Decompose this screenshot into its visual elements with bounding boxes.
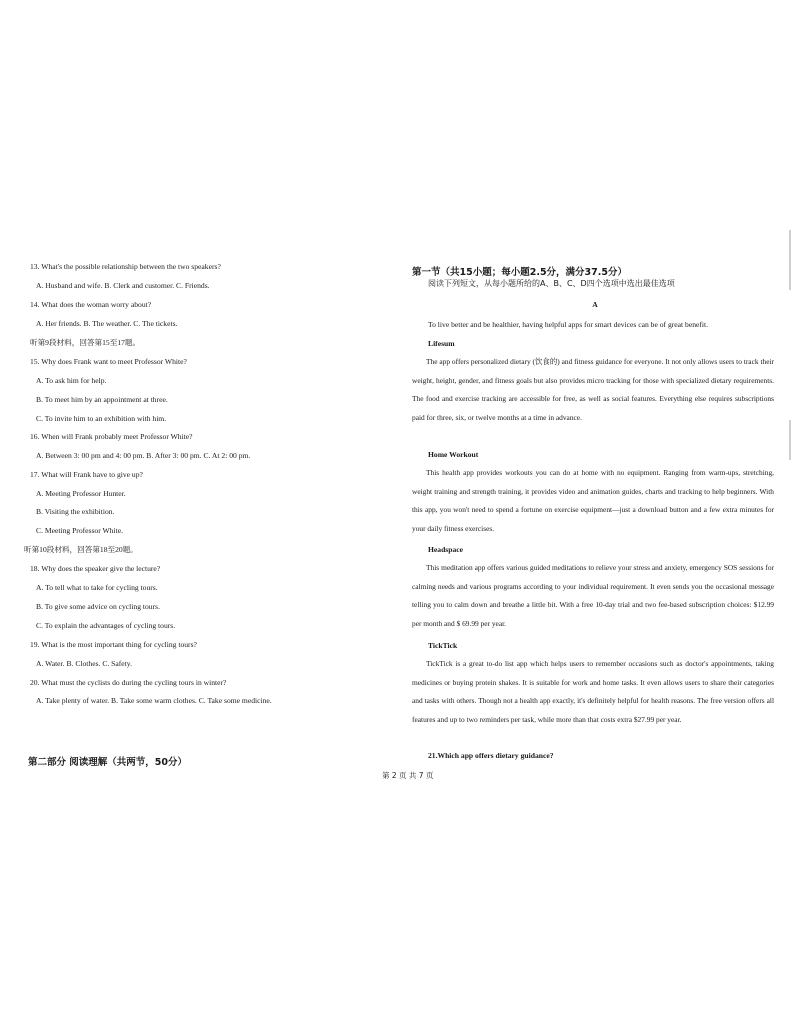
app-name-lifesum: Lifesum (428, 339, 455, 348)
question-20-options: A. Take plenty of water. B. Take some warm clothes. C. Take some medicine. (36, 696, 272, 705)
material-10-instruction: 听第10段材料，回答第18至20题。 (24, 545, 138, 554)
question-15-option-c: C. To invite him to an exhibition with him. (36, 414, 167, 423)
question-17: 17. What will Frank have to give up? (30, 470, 143, 479)
passage-label: A (592, 300, 598, 309)
question-18-option-c: C. To explain the advantages of cycling tours. (36, 621, 176, 630)
question-14: 14. What does the woman worry about? (30, 300, 152, 309)
app-desc-ticktick: TickTick is a great to-do list app which helps users to remember occasions such as doctor's appointments, taking medicines or buying protein shakes. It is suitable for work and home tasks. It even allows users to share their categories and tasks with others. Though not a health app exactly, it's definitely helpful for health reasons. The free version offers all features and up to two reminders per task, while more than that costs extra $27.99 per year. (412, 659, 774, 724)
reading-instruction: 阅读下列短文，从每小题所给的A、B、C、D四个选项中选出最佳选项 (428, 279, 675, 288)
question-20: 20. What must the cyclists do during the cycling tours in winter? (30, 678, 227, 687)
question-18-option-b: B. To give some advice on cycling tours. (36, 602, 160, 611)
question-19-options: A. Water. B. Clothes. C. Safety. (36, 659, 132, 668)
app-name-ticktick: TickTick (428, 641, 458, 650)
app-desc-lifesum: The app offers personalized dietary (饮食的) and fitness guidance for everyone. It not only allows users to track their weight, height, gender, and fitness goals but also provides micro tracking for those with specialized dietary requirements. The food and exercise tracking are accessible for free, as well as social features. Everything else requires subscriptions paid for three, six, or twelve months at a time in advance. (412, 357, 774, 422)
question-14-options: A. Her friends. B. The weather. C. The tickets. (36, 319, 178, 328)
question-18: 18. Why does the speaker give the lecture? (30, 564, 161, 573)
page-footer: 第 2 页 共 7 页 (382, 771, 434, 780)
material-9-instruction: 听第9段材料，回答第15至17题。 (30, 338, 141, 347)
part-two-title: 第二部分 阅读理解（共两节，50分） (28, 757, 188, 768)
question-17-option-c: C. Meeting Professor White. (36, 526, 123, 535)
question-19: 19. What is the most important thing for cycling tours? (30, 640, 197, 649)
question-15: 15. Why does Frank want to meet Professor White? (30, 357, 187, 366)
question-15-option-b: B. To meet him by an appointment at three. (36, 395, 168, 404)
scan-edge-mark (789, 230, 791, 290)
app-desc-headspace: This meditation app offers various guided meditations to relieve your stress and anxiety, emergency SOS sessions for calming needs and various programs according to your individual requirement. It even sends you the occasional message telling you to calm down and breathe a little bit. With a free 10-day trial and two fee-based subscription choices: $12.99 per month and $ 69.99 per year. (412, 563, 774, 628)
question-15-option-a: A. To ask him for help. (36, 376, 107, 385)
question-16-options: A. Between 3: 00 pm and 4: 00 pm. B. After 3: 00 pm. C. At 2: 00 pm. (36, 451, 251, 460)
question-18-option-a: A. To tell what to take for cycling tours. (36, 583, 158, 592)
question-13-options: A. Husband and wife. B. Clerk and customer. C. Friends. (36, 281, 210, 290)
question-17-option-b: B. Visiting the exhibition. (36, 507, 115, 516)
app-name-home-workout: Home Workout (428, 450, 479, 459)
app-name-headspace: Headspace (428, 545, 464, 554)
question-17-option-a: A. Meeting Professor Hunter. (36, 489, 126, 498)
scan-edge-mark (789, 420, 791, 460)
passage-intro: To live better and be healthier, having helpful apps for smart devices can be of great benefit. (428, 320, 709, 329)
question-21: 21.Which app offers dietary guidance? (428, 751, 554, 760)
question-16: 16. When will Frank probably meet Professor White? (30, 432, 193, 441)
app-desc-home-workout: This health app provides workouts you can do at home with no equipment. Ranging from warm-ups, stretching, weight training and strength training, it provides video and animation guides, charts and tracking to help beginners. With this app, you won't need to spend a fortune on exercise equipment—just a download button and a few extra minutes for your daily fitness exercises. (412, 468, 774, 533)
question-13: 13. What's the possible relationship between the two speakers? (30, 262, 221, 271)
section-one-title: 第一节（共15小题；每小题2.5分，满分37.5分） (412, 267, 627, 278)
